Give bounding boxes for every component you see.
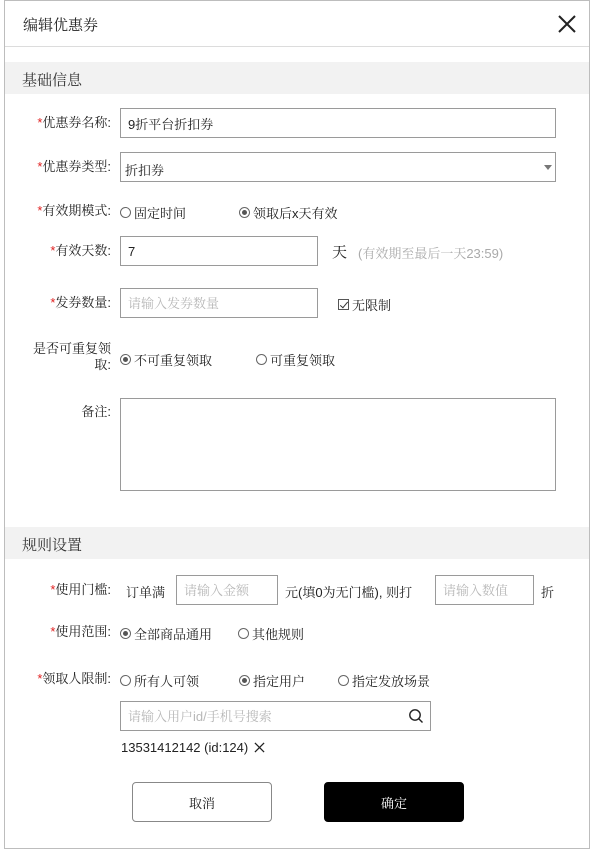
label-line-2: 取: — [94, 357, 111, 372]
required-mark: * — [50, 295, 56, 310]
quantity-label — [50, 295, 111, 311]
required-mark: * — [50, 243, 56, 258]
validity-days-after-claim-radio[interactable] — [239, 203, 338, 222]
remove-icon[interactable] — [254, 742, 265, 753]
close-icon[interactable] — [557, 14, 577, 34]
discount-suffix: 折 — [541, 585, 555, 600]
valid-days-label — [50, 243, 111, 259]
caret-down-icon — [544, 165, 552, 170]
label-line-1: 是否可重复领 — [32, 341, 111, 356]
coupon-type-label — [37, 159, 111, 175]
required-mark: * — [50, 582, 56, 597]
option-label: 指定发放场景 — [352, 674, 431, 689]
unlimited-checkbox[interactable] — [338, 295, 391, 314]
radio-icon — [120, 675, 131, 686]
quantity-input[interactable] — [120, 288, 318, 318]
option-label: 所有人可领 — [134, 674, 200, 689]
recipient-label — [37, 671, 111, 687]
required-mark: * — [50, 624, 56, 639]
checkbox-checked-icon — [338, 299, 349, 310]
user-search-input[interactable] — [120, 701, 431, 731]
scope-other-rules-radio[interactable] — [238, 624, 304, 643]
section-basic-info — [5, 62, 589, 94]
cancel-button[interactable]: 取消 — [132, 782, 272, 822]
coupon-name-label — [37, 115, 111, 131]
scope-all-products-radio[interactable] — [120, 624, 212, 643]
validity-mode-label — [37, 203, 111, 219]
radio-selected-icon — [239, 207, 250, 218]
confirm-button[interactable]: 确定 — [324, 782, 464, 822]
remark-label: 备注: — [81, 404, 111, 419]
required-mark: * — [37, 159, 43, 174]
not-repeatable-radio[interactable] — [120, 350, 212, 369]
radio-icon — [256, 354, 267, 365]
coupon-name-input[interactable] — [120, 108, 556, 138]
label-text: 使用范围: — [55, 624, 111, 639]
label-text: 优惠券类型: — [42, 159, 111, 174]
option-label: 固定时间 — [134, 206, 187, 221]
option-label: 领取后x天有效 — [253, 206, 338, 221]
required-mark: * — [37, 671, 43, 686]
scope-label — [50, 624, 111, 640]
radio-selected-icon — [239, 675, 250, 686]
dialog-header — [5, 1, 589, 47]
user-search-box — [120, 701, 431, 731]
section-rules — [5, 527, 589, 559]
coupon-type-select[interactable] — [120, 152, 556, 182]
radio-selected-icon — [120, 354, 131, 365]
label-text: 领取人限制: — [42, 671, 111, 686]
option-label: 其他规则 — [252, 627, 305, 642]
section-title: 规则设置 — [22, 537, 83, 554]
selected-user-tag — [121, 740, 265, 755]
label-text: 有效天数: — [55, 243, 111, 258]
required-mark: * — [37, 203, 43, 218]
coupon-type-value: 折扣券 — [125, 163, 165, 178]
remark-textarea[interactable] — [120, 398, 556, 491]
validity-fixed-time-radio[interactable] — [120, 203, 186, 222]
option-label: 全部商品通用 — [134, 627, 213, 642]
option-label: 可重复领取 — [270, 353, 336, 368]
recipient-scene-radio[interactable] — [338, 671, 430, 690]
recipient-specific-user-radio[interactable] — [239, 671, 305, 690]
repeatable-label — [33, 341, 111, 373]
option-label: 指定用户 — [253, 674, 306, 689]
dialog-title: 编辑优惠券 — [23, 17, 99, 34]
label-text: 有效期模式: — [42, 203, 111, 218]
discount-value-input[interactable] — [435, 575, 534, 605]
section-title: 基础信息 — [22, 72, 83, 89]
option-label: 不可重复领取 — [134, 353, 213, 368]
search-icon[interactable] — [408, 708, 424, 724]
threshold-prefix: 订单满 — [126, 585, 166, 600]
radio-icon — [120, 207, 131, 218]
selected-user-text: 13531412142 (id:124) — [121, 740, 249, 755]
valid-days-input[interactable] — [120, 236, 318, 266]
radio-icon — [338, 675, 349, 686]
threshold-middle-text: 元(填0为无门槛), 则打 — [285, 585, 413, 600]
label-text: 使用门槛: — [55, 582, 111, 597]
label-text: 发券数量: — [55, 295, 111, 310]
radio-icon — [238, 628, 249, 639]
valid-days-unit: 天 — [332, 244, 348, 261]
edit-coupon-dialog — [4, 0, 590, 849]
threshold-amount-input[interactable] — [176, 575, 278, 605]
recipient-everyone-radio[interactable] — [120, 671, 199, 690]
threshold-label — [50, 582, 111, 598]
label-text: 优惠券名称: — [42, 115, 111, 130]
required-mark: * — [37, 115, 43, 130]
repeatable-radio[interactable] — [256, 350, 335, 369]
radio-selected-icon — [120, 628, 131, 639]
valid-days-hint: (有效期至最后一天23:59) — [358, 246, 504, 261]
checkbox-label: 无限制 — [352, 298, 392, 313]
